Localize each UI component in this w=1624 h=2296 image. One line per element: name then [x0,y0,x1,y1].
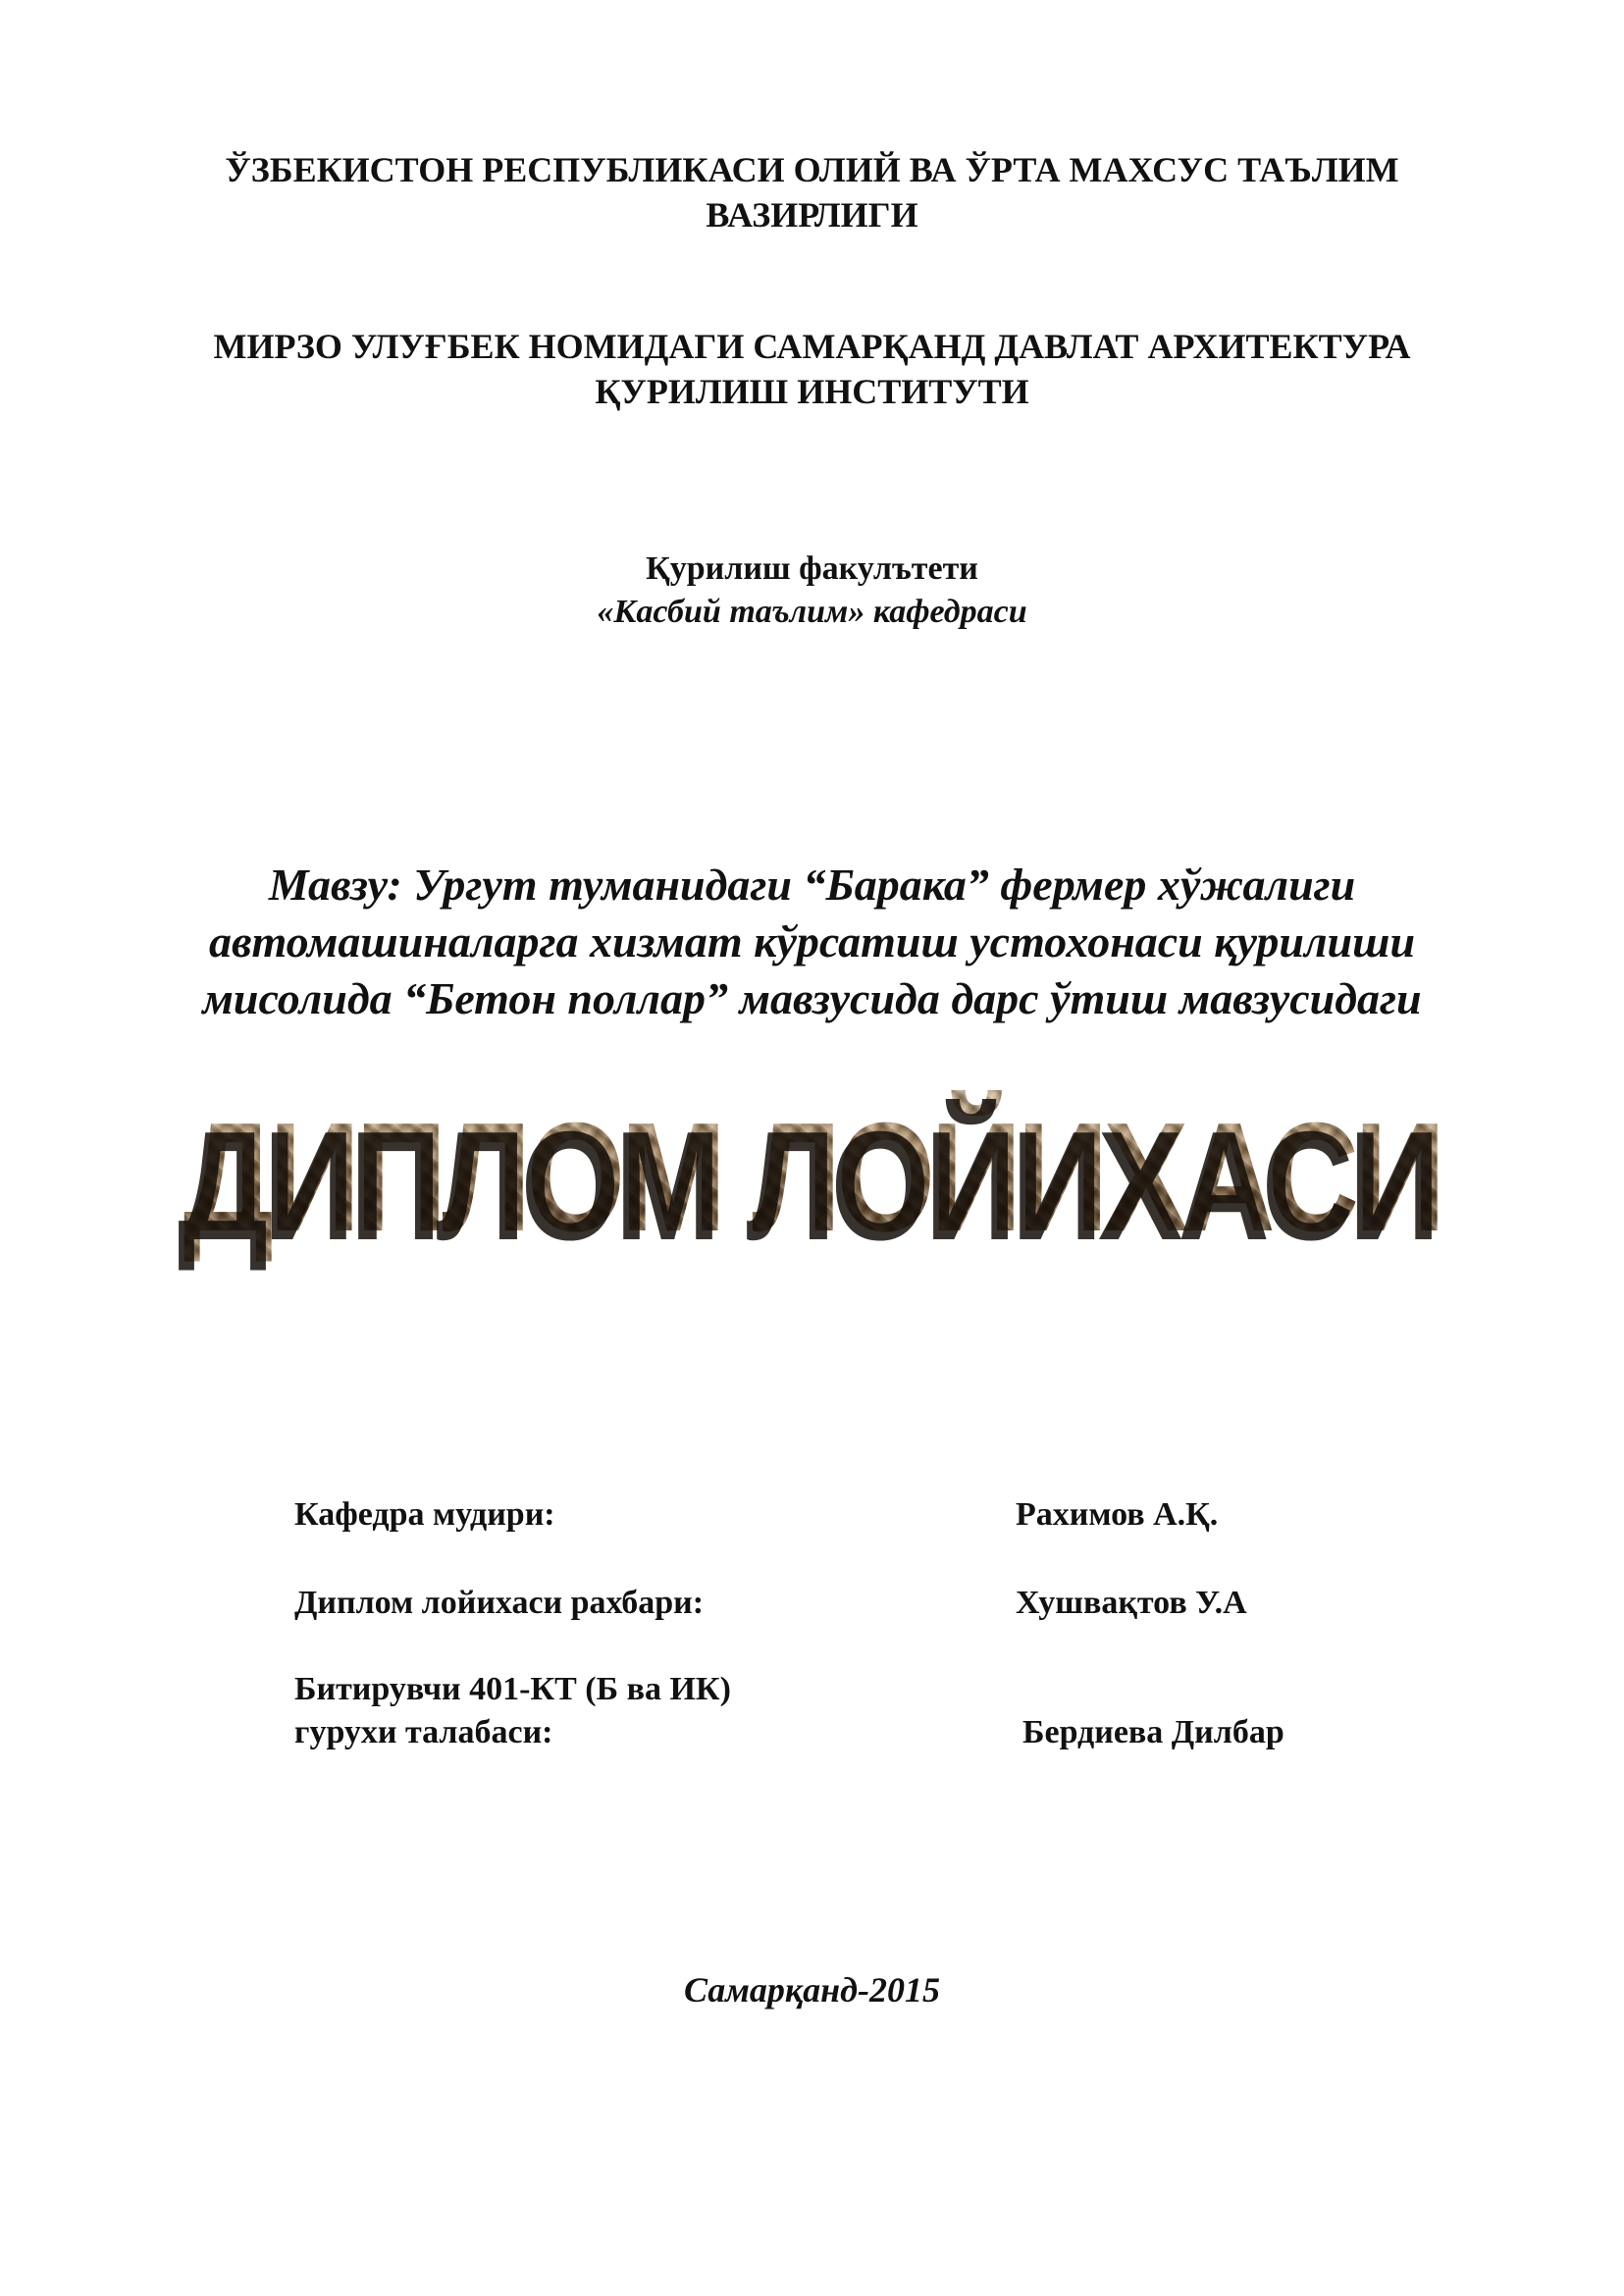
student-label-line-2: гурухи талабаси: [294,1714,553,1750]
supervisor-label: Диплом лойихаси рахбари: [294,1585,705,1621]
supervisor-name: Хушвақтов У.А [1016,1585,1247,1621]
ministry-line-2: ВАЗИРЛИГИ [706,195,918,235]
department-name: «Касбий таълим» кафедраси [597,594,1027,630]
student-label-line-1: Битирувчи 401-КТ (Б ва ИК) [294,1671,731,1707]
institute-line-1: МИРЗО УЛУҒБЕК НОМИДАГИ САМАРҚАНД ДАВЛАТ АРХИТЕКТУРА [213,327,1411,366]
topic-block [0,857,1624,1027]
wordart-text: ДИПЛОМ ЛОЙИХАСИ [183,1084,1441,1271]
faculty-name: Қурилиш факулътети [646,550,978,587]
city-and-year: Самарқанд-2015 [684,1970,940,2009]
institute-heading [0,324,1624,414]
ministry-line-1: ЎЗБЕКИСТОН РЕСПУБЛИКАСИ ОЛИЙ ВА ЎРТА МАХСУС ТАЪЛИМ [225,150,1399,189]
head-of-department-label: Кафедра мудири: [294,1496,555,1533]
institute-line-2: ҚУРИЛИШ ИНСТИТУТИ [595,372,1029,411]
student-label [294,1668,731,1754]
ministry-heading [0,147,1624,237]
topic-line-2: автомашиналарга хизмат кўрсатиш устохонаси қурилиши [208,916,1416,966]
head-of-department-name: Рахимов А.Қ. [1016,1496,1219,1533]
topic-line-1: Мавзу: Ургут туманидаги “Барака” фермер хўжалиги [268,860,1356,910]
faculty-block [0,548,1624,634]
student-name: Бердиева Дилбар [1022,1714,1284,1750]
topic-line-3: мисолида “Бетон поллар” мавзусида дарс ўтиш мавзусидаги [202,973,1422,1023]
diploma-project-wordart-title [0,1084,1624,1271]
